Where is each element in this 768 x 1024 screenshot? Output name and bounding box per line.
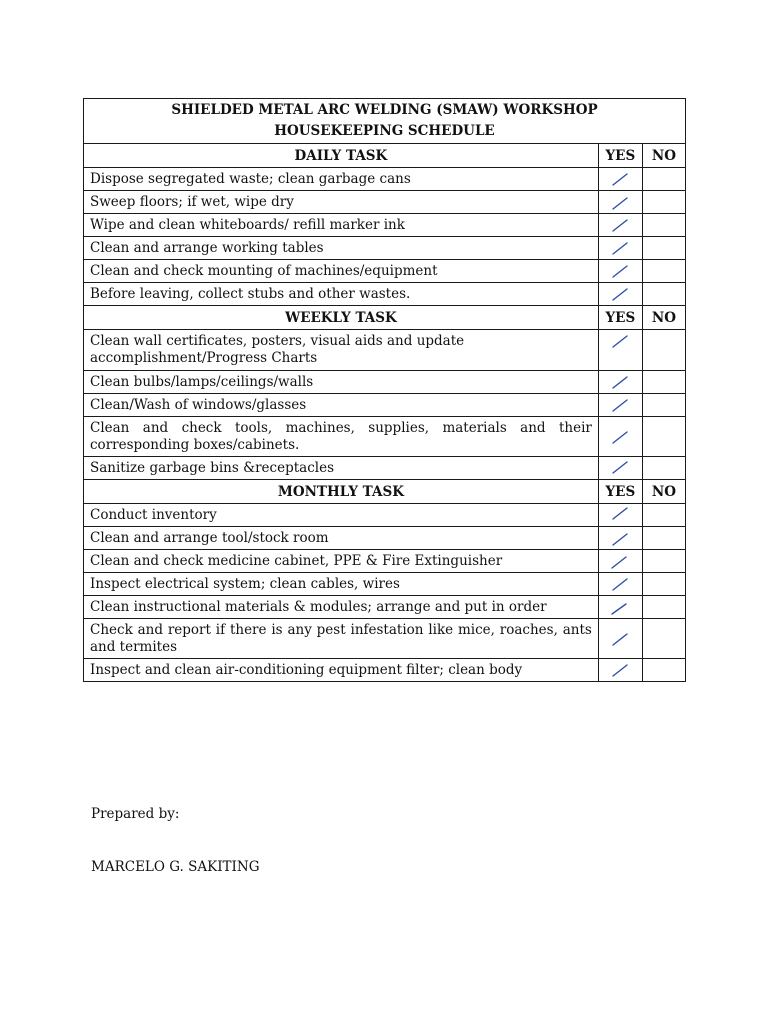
table-title [84,99,686,144]
weekly-section-header [84,306,686,330]
check-mark-icon [610,240,630,256]
daily-section-header [84,144,686,168]
table-row [84,596,686,619]
task-label: Inspect and clean air-conditioning equipment filter; clean body [84,659,599,682]
table-row [84,550,686,573]
task-label: Check and report if there is any pest infestation like mice, roaches, ants and termites [84,619,599,659]
table-row [84,330,686,371]
task-label: Clean and check medicine cabinet, PPE & Fire Extinguisher [84,550,599,573]
task-label: Inspect electrical system; clean cables, wires [84,573,599,596]
no-cell [642,659,685,682]
task-label: Clean/Wash of windows/glasses [84,394,599,417]
yes-cell [598,330,642,371]
table-row [84,659,686,682]
check-mark-icon [610,553,630,569]
no-cell [642,191,685,214]
weekly-task-heading: WEEKLY TASK [84,306,599,330]
task-label: Clean and check mounting of machines/equipment [84,260,599,283]
check-mark-icon [610,530,630,546]
monthly-section-header [84,480,686,504]
no-cell [642,330,685,371]
no-cell [642,394,685,417]
no-column-header: NO [642,480,685,504]
monthly-task-heading: MONTHLY TASK [84,480,599,504]
yes-cell [598,394,642,417]
task-label: Sanitize garbage bins &receptacles [84,457,599,480]
task-label: Sweep floors; if wet, wipe dry [84,191,599,214]
task-label: Clean and arrange tool/stock room [84,527,599,550]
table-row [84,504,686,527]
yes-column-header: YES [598,144,642,168]
no-cell [642,168,685,191]
table-row [84,237,686,260]
check-mark-icon [610,429,630,445]
table-row [84,457,686,480]
task-label: Wipe and clean whiteboards/ refill marker ink [84,214,599,237]
table-row [84,214,686,237]
yes-cell [598,504,642,527]
table-row [84,417,686,457]
check-mark-icon [610,631,630,647]
check-mark-icon [610,194,630,210]
no-cell [642,283,685,306]
title-row [84,99,686,144]
no-cell [642,550,685,573]
task-label: Dispose segregated waste; clean garbage cans [84,168,599,191]
no-cell [642,417,685,457]
table-row [84,394,686,417]
check-mark-icon [610,263,630,279]
yes-cell [598,168,642,191]
no-cell [642,457,685,480]
no-cell [642,619,685,659]
check-mark-icon [610,397,630,413]
check-mark-icon [610,662,630,678]
table-row [84,573,686,596]
no-cell [642,237,685,260]
yes-cell [598,527,642,550]
prepared-by-label: Prepared by: [91,806,180,822]
yes-cell [598,237,642,260]
yes-cell [598,417,642,457]
table-row [84,619,686,659]
check-mark-icon [610,171,630,187]
yes-cell [598,260,642,283]
yes-cell [598,457,642,480]
check-mark-icon [610,286,630,302]
yes-cell [598,371,642,394]
task-label: Clean bulbs/lamps/ceilings/walls [84,371,599,394]
task-label: Clean instructional materials & modules; arrange and put in order [84,596,599,619]
check-mark-icon [610,576,630,592]
check-mark-icon [610,374,630,390]
task-label: Clean and arrange working tables [84,237,599,260]
no-column-header: NO [642,306,685,330]
check-mark-icon [610,599,630,615]
no-cell [642,260,685,283]
title-line-1: SHIELDED METAL ARC WELDING (SMAW) WORKSHOP [171,102,598,118]
check-mark-icon [610,507,630,523]
yes-cell [598,283,642,306]
yes-cell [598,550,642,573]
table-row [84,371,686,394]
yes-cell [598,573,642,596]
no-cell [642,573,685,596]
task-label: Clean wall certificates, posters, visual aids and update accomplishment/Progress Charts [84,330,599,371]
no-cell [642,214,685,237]
preparer-name: MARCELO G. SAKITING [91,859,260,875]
task-label: Conduct inventory [84,504,599,527]
table-row [84,191,686,214]
housekeeping-schedule-table [83,98,686,682]
check-mark-icon [610,460,630,476]
no-cell [642,371,685,394]
no-cell [642,596,685,619]
check-mark-icon [610,217,630,233]
table-row [84,283,686,306]
daily-task-heading: DAILY TASK [84,144,599,168]
no-cell [642,527,685,550]
yes-cell [598,596,642,619]
table-row [84,527,686,550]
yes-cell [598,659,642,682]
title-line-2: HOUSEKEEPING SCHEDULE [274,123,495,139]
task-label: Before leaving, collect stubs and other wastes. [84,283,599,306]
task-label: Clean and check tools, machines, supplies, materials and their corresponding boxes/cabinets. [84,417,599,457]
table-row [84,168,686,191]
yes-cell [598,191,642,214]
check-mark-icon [610,333,630,349]
yes-column-header: YES [598,306,642,330]
yes-cell [598,214,642,237]
no-cell [642,504,685,527]
yes-column-header: YES [598,480,642,504]
no-column-header: NO [642,144,685,168]
table-row [84,260,686,283]
yes-cell [598,619,642,659]
